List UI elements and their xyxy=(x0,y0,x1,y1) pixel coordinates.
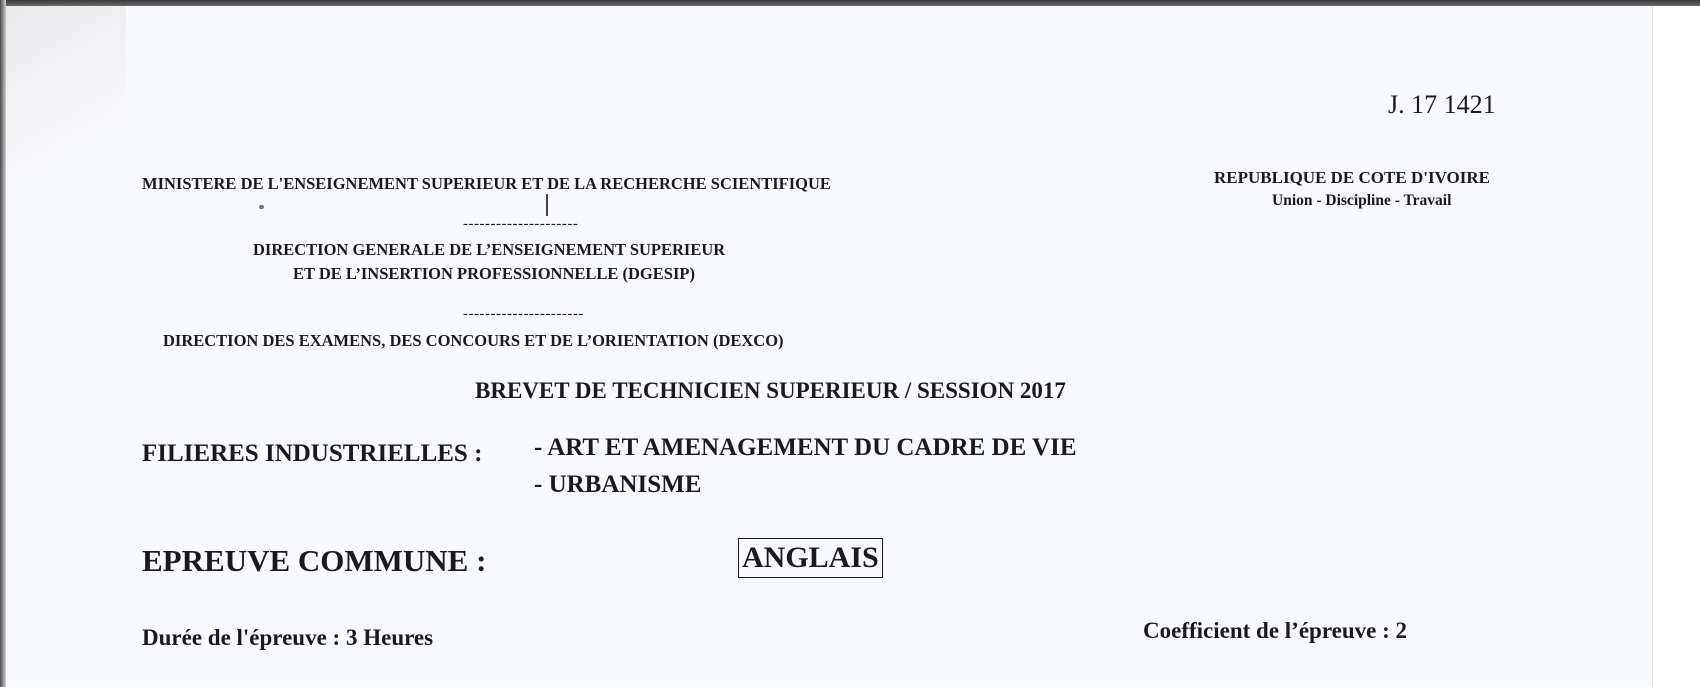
paper-fold-corner xyxy=(6,6,126,176)
exams-directorate: DIRECTION DES EXAMENS, DES CONCOURS ET DE L’ORIENTATION (DEXCO) xyxy=(163,331,784,350)
test-label: EPREUVE COMMUNE : xyxy=(142,543,487,578)
scan-margin-right xyxy=(1652,6,1700,687)
exam-title: BREVET DE TECHNICIEN SUPERIEUR / SESSION 2017 xyxy=(475,378,1066,403)
separator-line-1: --------------------- xyxy=(463,216,579,232)
stream-item-1: - ART ET AMENAGEMENT DU CADRE DE VIE xyxy=(534,434,1077,461)
directorate-line-1: DIRECTION GENERALE DE L’ENSEIGNEMENT SUPERIEUR xyxy=(253,240,726,259)
directorate-line-2: ET DE L’INSERTION PROFESSIONNELLE (DGESIP) xyxy=(293,264,695,283)
separator-line-2: ---------------------- xyxy=(463,306,584,322)
ministry-heading: MINISTERE DE L'ENSEIGNEMENT SUPERIEUR ET DE LA RECHERCHE SCIENTIFIQUE xyxy=(142,174,831,193)
ink-mark xyxy=(546,194,548,216)
stream-item-2: - URBANISME xyxy=(534,471,702,498)
subject-box: ANGLAIS xyxy=(738,538,883,578)
coefficient-text: Coefficient de l’épreuve : 2 xyxy=(1143,618,1407,643)
streams-label: FILIERES INDUSTRIELLES : xyxy=(142,440,483,467)
document-reference: J. 17 1421 xyxy=(1388,90,1496,119)
duration-text: Durée de l'épreuve : 3 Heures xyxy=(142,625,434,650)
ink-speck xyxy=(259,205,264,209)
country-motto: Union - Discipline - Travail xyxy=(1272,192,1452,209)
country-heading: REPUBLIQUE DE COTE D'IVOIRE xyxy=(1214,168,1490,187)
